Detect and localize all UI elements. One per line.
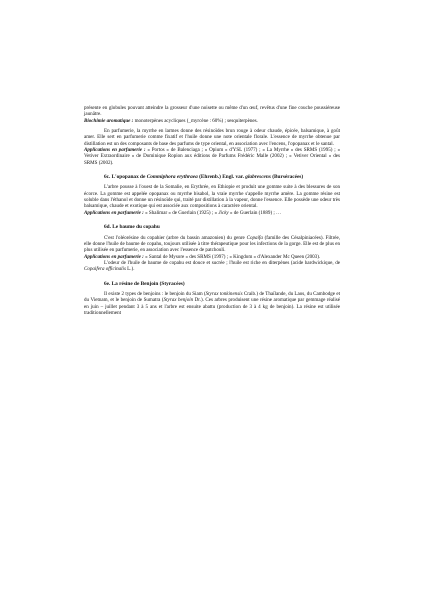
applications-text: « Portos » de Balenciaga ; « Opium » d'YSL (1977) ; « La Myrrhe » des SRMS (1995) ; « Vetiver Extraordinaire » de Dominique Ropion aux éditions de Parfums Frédéric Malle (2002) ; « Vetiver Oriental » des SRMS (2002). <box>84 147 340 166</box>
heading-6c-species: Commiphora erythraea <box>146 174 198 181</box>
copahu-species: Copaifera officinalis <box>84 266 126 273</box>
benjoin-species-siam: Styrax tonkinensis <box>205 290 243 297</box>
applications-label: Applications en parfumerie : <box>84 253 144 260</box>
paragraph-opopanax: L'arbre pousse à l'ouest de la Somalie, en Erythrée, en Ethiopie et produit une gomme suite à des blessures de son écorce. La gomme est appelée opopanax ou myrrhe bisabol, la vraie myrrhe s'appelle myrrhe amère. La gomme résine est soluble dans l'éthanol et donne un résinoïde qui, traité par distillation à la vapeur, donne l'essence. Elle possède une odeur très balsamique, chaude et exotique qui est associée aux compositions à caractère oriental. <box>84 184 340 210</box>
paragraph-copahu <box>84 235 340 254</box>
benjoin-text-a: Il existe 2 types de benjoins : le benjoin du Siam ( <box>104 290 206 297</box>
heading-6c <box>84 174 340 180</box>
biochemistry-label: Biochimie aromatique : <box>84 117 134 124</box>
copahu-text-a: C'est l'oléorésine du copahier (arbre du bassin amazonien) du genre <box>104 234 247 241</box>
copahu-genus: Copaifa <box>246 234 263 241</box>
copahu-odor-text-b: L.). <box>125 266 135 273</box>
benjoin-species-sumatra: Styrax benjoin <box>163 297 194 304</box>
benjoin-text-c: Dr.). Ces arbres produisent une résine aromatique par gemmage réalisé en juin – juillet pendant 3 à 5 ans et l'arbre est ensuite abattu (production de 3 à 4 kg de benjoin). La résine est utilisée traditionnellement <box>84 297 341 316</box>
applications-text-end: » de Guerlain (1889) ; … <box>228 209 282 216</box>
paragraph-benjoin <box>84 291 340 316</box>
text-body <box>84 105 340 316</box>
benjoin-text-b: Craib.) de Thaïlande, du Laos, du Cambodge et du Vietnam, et le benjoin de Sumatra ( <box>84 290 340 304</box>
biochemistry-text: monoterpènes acycliques (_myrcène : 60%) ; sesquiterpènes. <box>133 117 258 124</box>
applications-myrrh <box>84 147 340 166</box>
heading-6e: 6e. La résine de Benjoin (Styracées) <box>104 280 185 287</box>
applications-jicky: Jicky <box>218 209 229 216</box>
applications-label: Applications en parfumerie : <box>84 147 146 154</box>
heading-6c-prefix: 6c. L'opopanax de <box>104 174 147 181</box>
paragraph-myrrh-globules: présente en globules pouvant atteindre la grosseur d'une noisette ou même d'un œuf, revêtus d'une fine couche poussiéreuse jaunâtre. <box>84 105 340 118</box>
paragraph-myrrh-perfumery: En parfumerie, la myrrhe en larmes donne des résinoïdes brun rouge à odeur chaude, épicée, balsamique, à goût amer. Elle sert en parfumerie comme fixatif et l'huile donne une note orientale florale. L'essence de myrrhe obtenue par distillation est un des composants de base des parfums de type oriental, en association avec l'encens, l'opopanax et le santal. <box>84 128 340 147</box>
copahu-text-b: (famille des Césalpiniacées). Filtrée, elle donne l'huile de baume de copahu, toujours utilisée à titre thérapeutique pour les infections de la gorge. Elle est de plus en plus utilisée en parfumerie, en association avec l'essence de patchouli. <box>84 234 340 254</box>
applications-text: « Shalimar » de Guerlain (1925) ; « <box>143 209 219 216</box>
applications-label: Applications en parfumerie : <box>84 209 144 216</box>
heading-6c-variety: glabrescens <box>245 174 271 181</box>
applications-text: « Santal de Mysore » des SRMS (1997) ; « Kingdom » d'Alexander Mc Queen (2003). <box>143 253 321 260</box>
heading-6c-author: (Ehrenb.) Engl. var. <box>197 174 246 181</box>
heading-6d: 6d. Le baume du copahu <box>104 224 160 231</box>
heading-6c-family: (Burséracées) <box>270 174 304 181</box>
copahu-odor-text-a: L'odeur de l'huile de baume de copahu est douce et sucrée ; l'huile est riche en diterpènes (acide hardwickique, de <box>104 259 340 266</box>
paragraph-copahu-odor <box>84 260 340 273</box>
